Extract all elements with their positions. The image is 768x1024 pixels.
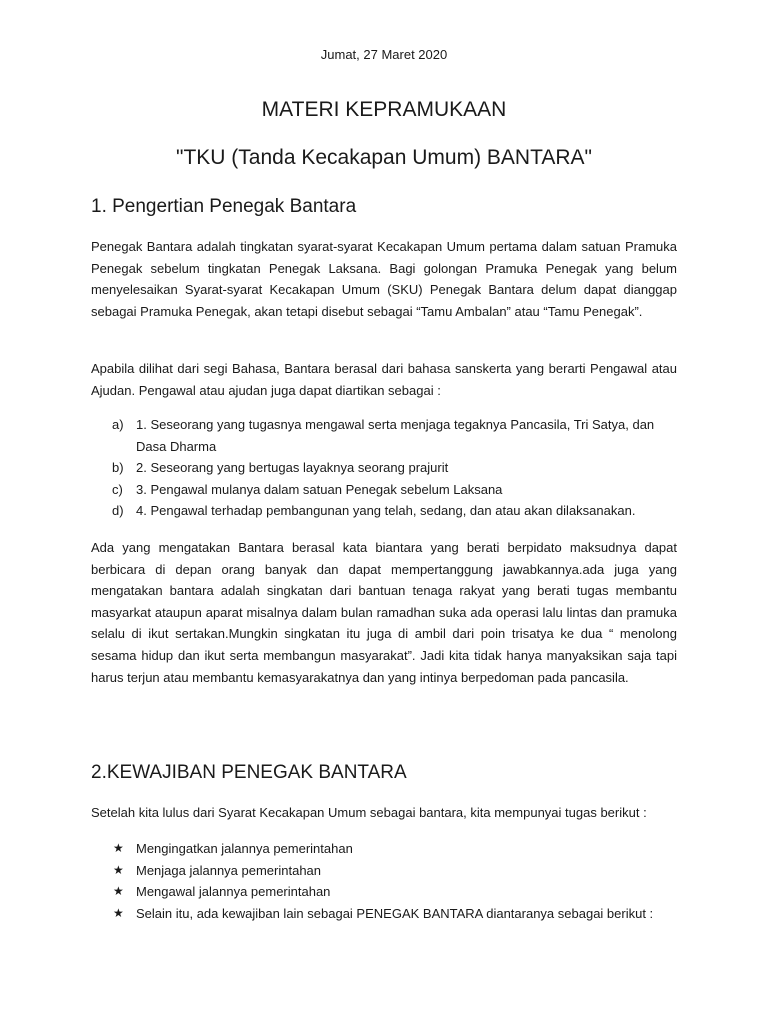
list-item — [91, 457, 677, 479]
list-item-text: Menjaga jalannya pemerintahan — [136, 862, 322, 878]
star-icon: ★ — [113, 841, 124, 855]
list-item — [91, 881, 691, 903]
list-item — [91, 860, 691, 882]
list-item-text: Selain itu, ada kewajiban lain sebagai PENEGAK BANTARA diantaranya sebagai berikut : — [136, 905, 654, 921]
duty-list — [91, 838, 691, 924]
list-item — [91, 479, 677, 501]
star-icon: ★ — [113, 862, 124, 877]
document-date: Jumat, 27 Maret 2020 — [320, 47, 448, 62]
list-item-text: 2. Seseorang yang bertugas layaknya seorang prajurit — [136, 460, 449, 476]
star-icon: ★ — [113, 905, 124, 920]
star-icon: ★ — [113, 884, 124, 899]
list-item-text: Mengawal jalannya pemerintahan — [136, 884, 331, 900]
list-item — [91, 414, 677, 457]
section-2-heading: 2.KEWAJIBAN PENEGAK BANTARA — [91, 762, 407, 783]
list-item — [91, 500, 677, 522]
document-subtitle: "TKU (Tanda Kecakapan Umum) BANTARA" — [176, 146, 592, 169]
list-marker: d) — [112, 503, 124, 519]
section-1-paragraph-2: Apabila dilihat dari segi Bahasa, Bantara berasal dari bahasa sanskerta yang berarti Pengawal atau Ajudan. Pengawal atau ajudan juga dapat diartikan sebagai : — [91, 361, 677, 398]
list-marker: b) — [112, 460, 124, 476]
list-item-text: 3. Pengawal mulanya dalam satuan Penegak sebelum Laksana — [136, 481, 503, 497]
list-marker: c) — [112, 481, 123, 497]
section-1-paragraph-3: Ada yang mengatakan Bantara berasal kata biantara yang berati berpidato maksudnya dapat berbicara di depan orang banyak dan dapat mempertanggung jawabkannya.ada juga yang mengatakan bantara adalah singkatan dari bantuan tenaga rakyat yang berati tugas membantu masyarkat ataupun aparat misalnya dalam bulan ramadhan suka ada operasi lalu lintas dan pramuka selalu di ikut sertakan.Mungkin singkatan itu juga di ambil dari poin trisatya ke dua “ menolong sesama hidup dan ikut serta membangun masyarakat”. Jadi kita tidak hanya manyaksikan saja tapi harus terjun atau membantu kemasyarakatnya dan yang intinya berpedoman pada pancasila. — [91, 540, 677, 685]
list-item — [91, 838, 691, 860]
list-marker: a) — [112, 417, 124, 432]
section-1-paragraph-1: Penegak Bantara adalah tingkatan syarat-syarat Kecakapan Umum pertama dalam satuan Pramuka Penegak sebelum tingkatan Penegak Laksana. Bagi golongan Pramuka Penegak yang belum menyelesaikan Syarat-syarat Kecakapan Umum (SKU) Penegak Bantara delum dapat dianggap sebagai Pramuka Penegak, akan tetapi disebut sebagai “Tamu Ambalan” atau “Tamu Penegak”. — [91, 239, 677, 319]
document-title: MATERI KEPRAMUKAAN — [261, 98, 507, 121]
meaning-list — [91, 414, 677, 522]
section-1-heading: 1. Pengertian Penegak Bantara — [91, 196, 357, 217]
list-item-text: 1. Seseorang yang tugasnya mengawal serta menjaga tegaknya Pancasila, Tri Satya, dan Dasa Dharma — [136, 417, 655, 454]
list-item-text: Mengingatkan jalannya pemerintahan — [136, 841, 353, 856]
list-item-text: 4. Pengawal terhadap pembangunan yang telah, sedang, dan atau akan dilaksanakan. — [136, 503, 636, 519]
section-2-paragraph-1: Setelah kita lulus dari Syarat Kecakapan Umum sebagai bantara, kita mempunyai tugas berikut : — [91, 805, 647, 820]
list-item — [91, 903, 691, 925]
